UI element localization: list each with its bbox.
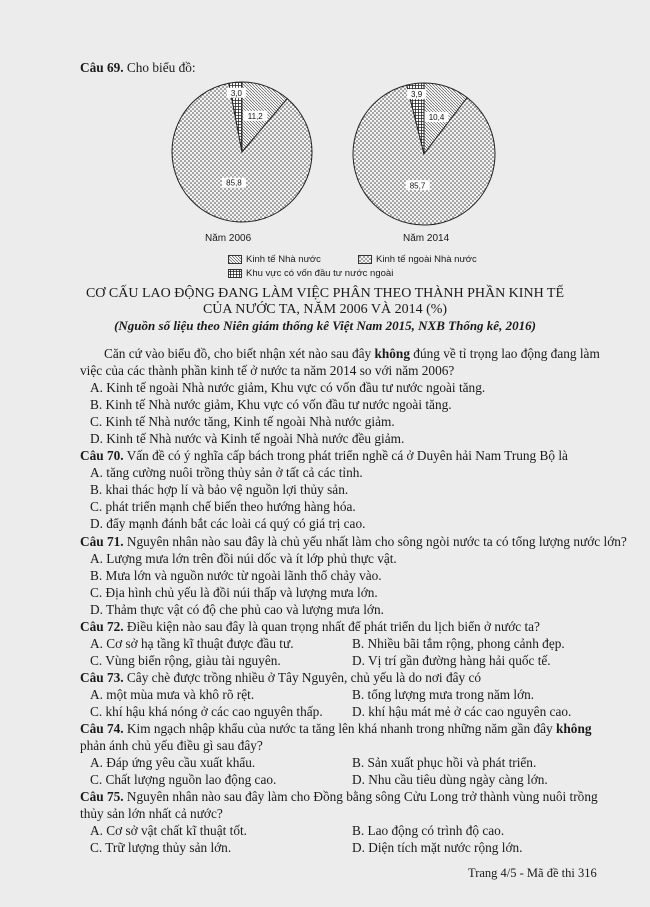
legend-item-state: Kinh tế Nhà nước (228, 254, 321, 265)
q70-option-c[interactable]: C. phát triển mạnh chế biến theo hướng hàng hóa. (90, 499, 356, 514)
legend-item-non-state: Kinh tế ngoài Nhà nước (358, 254, 477, 265)
q69-option-c[interactable]: C. Kinh tế Nhà nước tăng, Kinh tế ngoài Nhà nước giảm. (90, 414, 395, 429)
q74-heading: Câu 74. Kim ngạch nhập khẩu của nước ta tăng lên khá nhanh trong những năm gần đây không (80, 721, 592, 736)
pie-2006 (172, 82, 312, 222)
chart-title-line2: CỦA NƯỚC TA, NĂM 2006 VÀ 2014 (%) (202, 302, 448, 317)
q75-option-c[interactable]: C. Trữ lượng thủy sản lớn. (90, 840, 232, 855)
q71-option-a[interactable]: A. Lượng mưa lớn trên đồi núi dốc và ít lớp phủ thực vật. (90, 551, 397, 566)
q72-option-a[interactable]: A. Cơ sở hạ tầng kĩ thuật được đầu tư. (90, 636, 294, 651)
q75-option-b[interactable]: B. Lao động có trình độ cao. (352, 823, 505, 838)
pie-slice-label: 85,7 (409, 181, 426, 191)
q70-option-b[interactable]: B. khai thác hợp lí và bảo vệ nguồn lợi thủy sản. (90, 482, 349, 497)
pie-slice-label: 3,0 (230, 88, 242, 98)
q74-option-b[interactable]: B. Sản xuất phục hồi và phát triển. (352, 755, 537, 770)
q70-option-a[interactable]: A. tăng cường nuôi trồng thủy sản ở tất cả các tỉnh. (90, 465, 363, 480)
q75-heading-line2: thủy sản lớn nhất cả nước? (80, 806, 223, 821)
q70-heading: Câu 70. Vấn đề có ý nghĩa cấp bách trong phát triển nghề cá ở Duyên hải Nam Trung Bộ là (80, 448, 568, 463)
pie-slice-label: 11,2 (247, 111, 263, 121)
pie-caption-2006: Năm 2006 (205, 233, 252, 244)
q71-option-c[interactable]: C. Địa hình chủ yếu là đồi núi thấp và lượng mưa lớn. (90, 585, 378, 600)
q74-option-c[interactable]: C. Chất lượng nguồn lao động cao. (90, 772, 277, 787)
q72-heading: Câu 72. Điều kiện nào sau đây là quan trọng nhất để phát triển du lịch biển ở nước ta? (80, 619, 540, 634)
q74-option-d[interactable]: D. Nhu cầu tiêu dùng ngày càng lớn. (352, 772, 548, 787)
pie-charts (0, 0, 650, 280)
q70-option-d[interactable]: D. đẩy mạnh đánh bắt các loài cá quý có giá trị cao. (90, 516, 366, 531)
q75-option-a[interactable]: A. Cơ sở vật chất kĩ thuật tốt. (90, 823, 247, 838)
pie-slice-label: 3,9 (411, 90, 423, 100)
q73-option-d[interactable]: D. khí hậu mát mẻ ở các cao nguyên cao. (352, 704, 572, 719)
q71-option-b[interactable]: B. Mưa lớn và nguồn nước từ ngoài lãnh thổ chảy vào. (90, 568, 382, 583)
pie-caption-2014: Năm 2014 (403, 233, 450, 244)
q69-stem-1: Căn cứ vào biểu đồ, cho biết nhận xét nào sau đây không đúng về tỉ trọng lao động đang làm (104, 346, 600, 361)
page-footer: Trang 4/5 - Mã đề thi 316 (468, 866, 597, 880)
legend-item-fdi: Khu vực có vốn đầu tư nước ngoài (228, 268, 393, 279)
q75-option-d[interactable]: D. Diện tích mặt nước rộng lớn. (352, 840, 523, 855)
chart-title-line1: CƠ CẤU LAO ĐỘNG ĐANG LÀM VIỆC PHÂN THEO THÀNH PHẦN KINH TẾ (85, 286, 565, 301)
pie-2014 (353, 83, 495, 225)
q71-heading: Câu 71. Nguyên nhân nào sau đây là chủ yếu nhất làm cho sông ngòi nước ta có tổng lượng nước lớn? (80, 534, 627, 549)
q75-heading: Câu 75. Nguyên nhân nào sau đây làm cho Đồng bằng sông Cửu Long trở thành vùng nuôi trồng (80, 789, 598, 804)
q69-stem-2: việc của các thành phần kinh tế ở nước ta năm 2014 so với năm 2006? (80, 363, 455, 378)
q73-option-c[interactable]: C. khí hậu khá nóng ở các cao nguyên thấp. (90, 704, 323, 719)
q73-option-b[interactable]: B. tổng lượng mưa trong năm lớn. (352, 687, 535, 702)
q69-option-d[interactable]: D. Kinh tế Nhà nước và Kinh tế ngoài Nhà nước đều giảm. (90, 431, 405, 446)
q71-option-d[interactable]: D. Thảm thực vật có độ che phủ cao và lượng mưa lớn. (90, 602, 384, 617)
q74-option-a[interactable]: A. Đáp ứng yêu cầu xuất khẩu. (90, 755, 256, 770)
q74-heading-line2: phản ánh chủ yếu điều gì sau đây? (80, 738, 263, 753)
q72-option-d[interactable]: D. Vị trí gần đường hàng hải quốc tế. (352, 653, 551, 668)
chart-source: (Nguồn số liệu theo Niên giám thống kê Việt Nam 2015, NXB Thống kê, 2016) (114, 318, 536, 333)
q69-option-a[interactable]: A. Kinh tế ngoài Nhà nước giảm, Khu vực có vốn đầu tư nước ngoài tăng. (90, 380, 486, 395)
q69-option-b[interactable]: B. Kinh tế Nhà nước giảm, Khu vực có vốn đầu tư nước ngoài tăng. (90, 397, 452, 412)
q72-option-c[interactable]: C. Vùng biển rộng, giàu tài nguyên. (90, 653, 281, 668)
pie-slice-label: 85,8 (226, 178, 242, 188)
q73-heading: Câu 73. Cây chè được trồng nhiều ở Tây Nguyên, chủ yếu là do nơi đây có (80, 670, 482, 685)
q69-heading: Câu 69. Cho biểu đồ: (80, 60, 196, 75)
q72-option-b[interactable]: B. Nhiều bãi tắm rộng, phong cảnh đẹp. (352, 636, 565, 651)
q73-option-a[interactable]: A. một mùa mưa và khô rõ rệt. (90, 687, 255, 702)
pie-slice-label: 10,4 (428, 113, 445, 123)
